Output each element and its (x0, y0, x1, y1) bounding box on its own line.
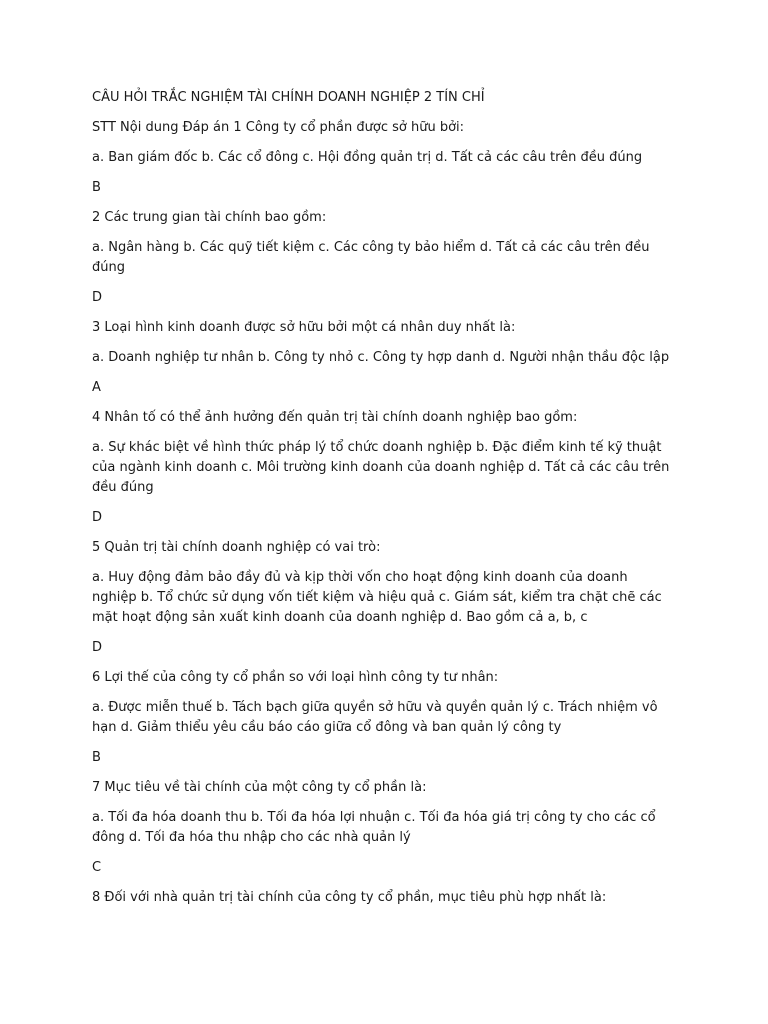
answer-key: B (92, 180, 101, 195)
paragraph: a. Được miễn thuế b. Tách bạch giữa quyền sở hữu và quyền quản lý c. Trách nhiệm vô hạn d. Giảm thiểu yêu cầu báo cáo giữa cổ đông và ban quản lý công ty (92, 700, 658, 735)
paragraph: 7 Mục tiêu về tài chính của một công ty cổ phần là: (92, 780, 427, 795)
answer-key: D (92, 290, 103, 305)
paragraph: 6 Lợi thế của công ty cổ phần so với loại hình công ty tư nhân: (92, 670, 499, 685)
paragraph: 5 Quản trị tài chính doanh nghiệp có vai trò: (92, 540, 381, 555)
paragraph: a. Doanh nghiệp tư nhân b. Công ty nhỏ c. Công ty hợp danh d. Người nhận thầu độc lập (92, 350, 670, 365)
answer-key: A (92, 380, 101, 395)
paragraph: a. Sự khác biệt về hình thức pháp lý tổ chức doanh nghiệp b. Đặc điểm kinh tế kỹ thuật của ngành kinh doanh c. Môi trường kinh doanh của doanh nghiệp d. Tất cả các câu trên đều đúng (92, 440, 670, 495)
paragraph: 3 Loại hình kinh doanh được sở hữu bởi một cá nhân duy nhất là: (92, 320, 516, 335)
answer-key: D (92, 640, 103, 655)
paragraph: a. Ban giám đốc b. Các cổ đông c. Hội đồng quản trị d. Tất cả các câu trên đều đúng (92, 150, 643, 165)
paragraph: 4 Nhân tố có thể ảnh hưởng đến quản trị tài chính doanh nghiệp bao gồm: (92, 410, 578, 425)
paragraph: a. Ngân hàng b. Các quỹ tiết kiệm c. Các công ty bảo hiểm d. Tất cả các câu trên đều đúng (92, 240, 650, 275)
document-title: CÂU HỎI TRẮC NGHIỆM TÀI CHÍNH DOANH NGHIỆP 2 TÍN CHỈ (92, 90, 485, 105)
paragraph: 2 Các trung gian tài chính bao gồm: (92, 210, 327, 225)
document-body (92, 88, 674, 918)
paragraph: STT Nội dung Đáp án 1 Công ty cổ phần được sở hữu bởi: (92, 120, 465, 135)
paragraph: a. Huy động đảm bảo đầy đủ và kịp thời vốn cho hoạt động kinh doanh của doanh nghiệp b. Tổ chức sử dụng vốn tiết kiệm và hiệu quả c. Giám sát, kiểm tra chặt chẽ các mặt hoạt động sản xuất kinh doanh của doanh nghiệp d. Bao gồm cả a, b, c (92, 570, 662, 625)
answer-key: B (92, 750, 101, 765)
answer-key: D (92, 510, 103, 525)
answer-key: C (92, 860, 102, 875)
paragraph: 8 Đối với nhà quản trị tài chính của công ty cổ phần, mục tiêu phù hợp nhất là: (92, 890, 607, 905)
paragraph: a. Tối đa hóa doanh thu b. Tối đa hóa lợi nhuận c. Tối đa hóa giá trị công ty cho các cổ đông d. Tối đa hóa thu nhập cho các nhà quản lý (92, 810, 656, 845)
